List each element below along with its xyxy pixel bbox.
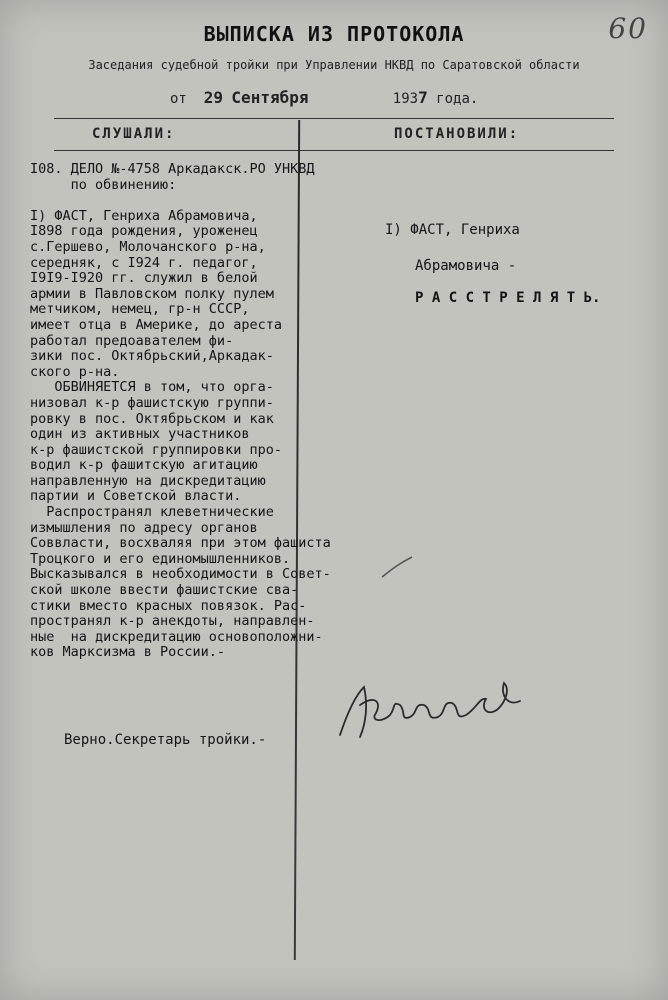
document-title: ВЫПИСКА ИЗ ПРОТОКОЛА <box>203 22 465 46</box>
date-year-digit: 7 <box>418 88 428 107</box>
decided-verdict: Р А С С Т Р Е Л Я Т Ь. <box>415 290 601 306</box>
heard-text-line: ков Марксизма в России.- <box>30 644 226 661</box>
date-year-prefix: 193 <box>392 91 419 107</box>
heard-text-line: низовал к-р фашистскую группи- <box>30 394 274 411</box>
archive-page-number: 60 <box>608 12 648 45</box>
document-subtitle: Заседания судебной тройки при Управлении НКВД по Саратовской области <box>88 58 580 72</box>
heard-text-line: ОБВИНЯЕТСЯ в том, что орга- <box>30 379 274 396</box>
heard-text-line: ской школе ввести фашистские сва- <box>30 582 299 599</box>
heard-text-line: метчиком, немец, гр-н СССР, <box>30 301 250 318</box>
decided-line-2: Абрамовича - <box>415 258 517 274</box>
heard-text-line: I) ФАСТ, Генриха Абрамовича, <box>30 207 258 224</box>
header-rule-bottom <box>54 150 614 151</box>
heard-text-line: середняк, с I924 г. педагог, <box>30 254 258 271</box>
heard-text-line: партии и Советской власти. <box>30 488 242 505</box>
heard-text-line: ровку в пос. Октябрьском и как <box>30 410 274 427</box>
heard-text-line: с.Гершево, Молочанского р-на, <box>30 238 266 255</box>
heard-text-line: зики пос. Октябрьский,Аркадак- <box>30 348 274 365</box>
heard-text-line: I898 года рождения, уроженец <box>30 223 258 240</box>
heard-text-line: работал предоавателем фи- <box>30 332 234 349</box>
heard-text-line <box>30 193 410 209</box>
heard-text-line: Распространял клеветнические <box>30 504 274 521</box>
heard-text-line: I9I9-I920 гг. служил в белой <box>30 270 258 287</box>
secretary-certification: Верно.Секретарь тройки.- <box>64 732 267 748</box>
decided-column-header: ПОСТАНОВИЛИ: <box>394 126 520 142</box>
header-rule-top <box>54 118 614 119</box>
heard-text-line: измышления по адресу органов <box>30 519 258 536</box>
date-prefix: от <box>170 91 187 107</box>
heard-text-line: Троцкого и его единомышленников. <box>30 550 291 567</box>
date-day: 29 <box>203 88 223 107</box>
heard-text-line: по обвинению: <box>30 176 177 193</box>
heard-text-line: I08. ДЕЛО №-4758 Аркадакск.РО УНКВД <box>30 161 315 177</box>
heard-text-line: имеет отца в Америке, до ареста <box>30 316 282 333</box>
heard-text-line: армии в Павловском полку пулем <box>30 285 274 302</box>
decided-line-1: I) ФАСТ, Генриха <box>385 222 520 238</box>
date-month: Сентября <box>231 88 309 107</box>
heard-text-line: стики вместо красных повязок. Рас- <box>30 597 307 614</box>
date-suffix: года. <box>436 91 479 107</box>
heard-text-line: пространял к-р анекдоты, направлен- <box>30 613 315 630</box>
secretary-signature <box>330 665 530 745</box>
heard-text-line: Соввласти, восхваляя при этом фашиста <box>30 535 331 552</box>
pencil-tick-mark <box>380 555 414 581</box>
heard-column-header: СЛУШАЛИ: <box>92 126 176 142</box>
protocol-date <box>170 88 478 107</box>
heard-text-line: водил к-р фашитскую агитацию <box>30 457 258 474</box>
heard-text-line: ные на дискредитацию основоположни- <box>30 628 323 645</box>
heard-text-line: Высказывался в необходимости в Совет- <box>30 566 331 583</box>
heard-text-line: ского р-на. <box>30 363 120 380</box>
heard-text-line: к-р фашистской группировки про- <box>30 441 282 458</box>
heard-text-line: направленную на дискредитацию <box>30 472 266 489</box>
heard-case-text <box>30 162 410 661</box>
heard-text-line: один из активных участников <box>30 426 250 443</box>
